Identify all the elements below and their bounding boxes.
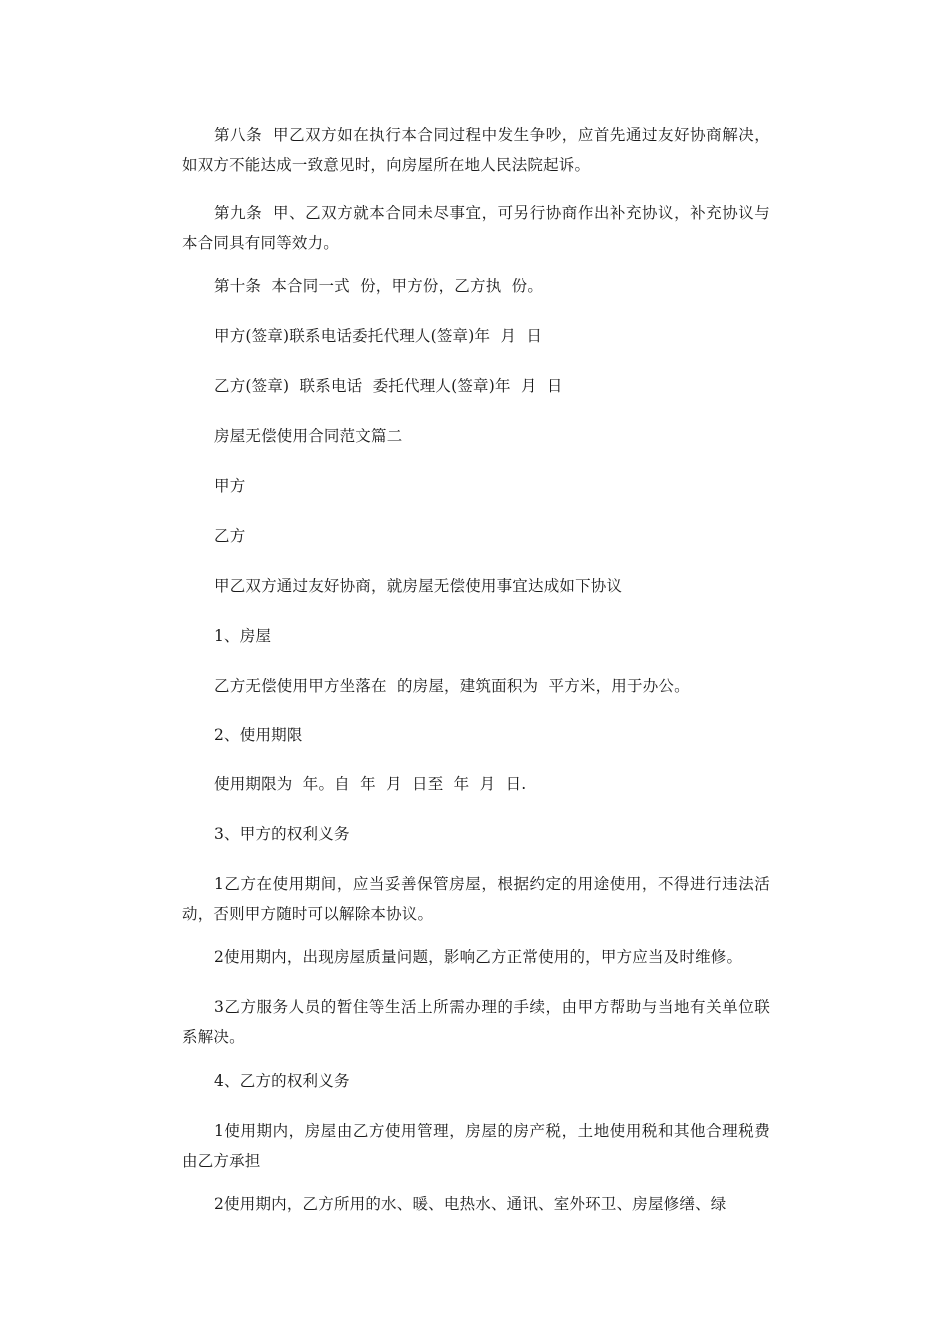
paragraph-party-b-item-1: 1使用期内，房屋由乙方使用管理，房屋的房产税，土地使用税和其他合理税费由乙方承担 (182, 1122, 770, 1170)
paragraph-article-10: 第十条 本合同一式 份，甲方份，乙方执 份。 (214, 277, 544, 295)
section-title-template-2: 房屋无偿使用合同范文篇二 (214, 427, 403, 445)
heading-1-house: 1、房屋 (214, 627, 272, 645)
paragraph-party-a-item-1: 1乙方在使用期间，应当妥善保管房屋，根据约定的用途使用，不得进行违法活动，否则甲方随时可以解除本协议。 (182, 875, 770, 923)
heading-4-party-b-rights: 4、乙方的权利义务 (214, 1072, 350, 1090)
paragraph-party-b-item-2: 2使用期内，乙方所用的水、暖、电热水、通讯、室外环卫、房屋修缮、绿 (214, 1195, 727, 1213)
party-a-label: 甲方 (214, 477, 246, 495)
paragraph-house-details: 乙方无偿使用甲方坐落在 的房屋，建筑面积为 平方米，用于办公。 (214, 677, 690, 695)
paragraph-term-details: 使用期限为 年。自 年 月 日至 年 月 日. (214, 775, 527, 793)
party-b-label: 乙方 (214, 527, 246, 545)
paragraph-article-9: 第九条 甲、乙双方就本合同未尽事宜，可另行协商作出补充协议，补充协议与本合同具有同等效力。 (182, 204, 770, 252)
signature-line-party-a: 甲方(签章)联系电话委托代理人(签章)年 月 日 (214, 327, 543, 345)
paragraph-party-a-item-3: 3乙方服务人员的暂住等生活上所需办理的手续，由甲方帮助与当地有关单位联系解决。 (182, 998, 770, 1046)
signature-line-party-b: 乙方(签章) 联系电话 委托代理人(签章)年 月 日 (214, 377, 563, 395)
heading-3-party-a-rights: 3、甲方的权利义务 (214, 825, 350, 843)
heading-2-term: 2、使用期限 (214, 726, 303, 744)
paragraph-party-a-item-2: 2使用期内，出现房屋质量问题，影响乙方正常使用的，甲方应当及时维修。 (214, 948, 743, 966)
paragraph-agreement-intro: 甲乙双方通过友好协商，就房屋无偿使用事宜达成如下协议 (214, 577, 623, 595)
paragraph-article-8: 第八条 甲乙双方如在执行本合同过程中发生争吵，应首先通过友好协商解决， 如双方不能达成一致意见时，向房屋所在地人民法院起诉。 (182, 126, 781, 174)
